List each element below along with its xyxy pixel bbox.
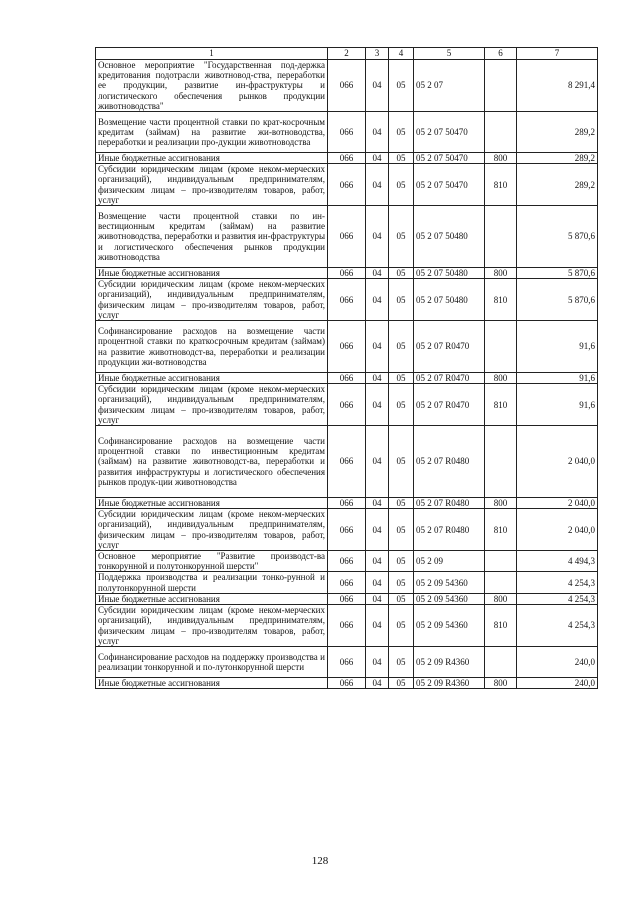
section-code-cell: 04	[366, 112, 389, 153]
section-code-cell: 04	[366, 593, 389, 604]
subsection-code-cell: 05	[389, 268, 414, 279]
ministry-code-cell: 066	[328, 164, 366, 206]
expense-type-cell	[485, 572, 517, 593]
ministry-code-cell: 066	[328, 593, 366, 604]
header-cell: 7	[517, 48, 598, 60]
expense-name-cell: Возмещение части процентной ставки по крат-косрочным кредитам (займам) на развитие жи-вотноводства, переработки и реализации про-дукции животноводства	[96, 112, 328, 153]
amount-cell: 5 870,6	[517, 279, 598, 321]
table-row	[96, 279, 598, 321]
section-code-cell: 04	[366, 509, 389, 551]
subsection-code-cell: 05	[389, 551, 414, 572]
expense-type-cell: 810	[485, 279, 517, 321]
expense-type-cell: 800	[485, 373, 517, 384]
subsection-code-cell: 05	[389, 426, 414, 498]
target-article-cell: 05 2 07 50470	[414, 112, 485, 153]
target-article-cell: 05 2 07 R0480	[414, 426, 485, 498]
expense-name-cell: Иные бюджетные ассигнования	[96, 498, 328, 509]
ministry-code-cell: 066	[328, 605, 366, 647]
table-row	[96, 384, 598, 426]
expense-type-cell: 800	[485, 677, 517, 688]
amount-cell: 4 254,3	[517, 593, 598, 604]
table-row	[96, 605, 598, 647]
expense-type-cell	[485, 112, 517, 153]
amount-cell: 91,6	[517, 373, 598, 384]
expense-name-cell: Субсидии юридическим лицам (кроме неком-мерческих организаций), индивидуальным предпринимателям, физическим лицам – про-изводителям товаров, работ, услуг	[96, 605, 328, 647]
section-code-cell: 04	[366, 153, 389, 164]
table-row	[96, 112, 598, 153]
ministry-code-cell: 066	[328, 321, 366, 373]
expense-type-cell: 800	[485, 153, 517, 164]
expense-name-cell: Иные бюджетные ассигнования	[96, 153, 328, 164]
header-cell: 5	[414, 48, 485, 60]
expense-type-cell	[485, 551, 517, 572]
amount-cell: 4 494,3	[517, 551, 598, 572]
target-article-cell: 05 2 07 R0480	[414, 509, 485, 551]
amount-cell: 289,2	[517, 164, 598, 206]
expense-type-cell	[485, 426, 517, 498]
target-article-cell: 05 2 09 54360	[414, 593, 485, 604]
subsection-code-cell: 05	[389, 206, 414, 268]
header-cell: 3	[366, 48, 389, 60]
expense-name-cell: Возмещение части процентной ставки по ин-вестиционным кредитам (займам) на развитие животноводства, переработки и развития ин-фраструктуры и логистического обеспечения рынков продукции животноводства	[96, 206, 328, 268]
expense-name-cell: Софинансирование расходов на возмещение части процентной ставки по краткосрочным кредитам (займам) на развитие животноводст-ва, переработки и реализации продукции жи-вотноводства	[96, 321, 328, 373]
subsection-code-cell: 05	[389, 605, 414, 647]
table-row	[96, 593, 598, 604]
table-row	[96, 572, 598, 593]
subsection-code-cell: 05	[389, 593, 414, 604]
target-article-cell: 05 2 07 R0470	[414, 373, 485, 384]
target-article-cell: 05 2 09 R4360	[414, 646, 485, 677]
target-article-cell: 05 2 07 50470	[414, 153, 485, 164]
expense-type-cell: 800	[485, 268, 517, 279]
section-code-cell: 04	[366, 279, 389, 321]
ministry-code-cell: 066	[328, 509, 366, 551]
subsection-code-cell: 05	[389, 112, 414, 153]
amount-cell: 2 040,0	[517, 509, 598, 551]
subsection-code-cell: 05	[389, 509, 414, 551]
expense-type-cell	[485, 60, 517, 112]
expense-name-cell: Поддержка производства и реализации тонко-рунной и полутонкорунной шерсти	[96, 572, 328, 593]
section-code-cell: 04	[366, 677, 389, 688]
ministry-code-cell: 066	[328, 112, 366, 153]
budget-table	[95, 47, 598, 689]
target-article-cell: 05 2 07 50480	[414, 279, 485, 321]
section-code-cell: 04	[366, 551, 389, 572]
amount-cell: 289,2	[517, 112, 598, 153]
ministry-code-cell: 066	[328, 646, 366, 677]
subsection-code-cell: 05	[389, 498, 414, 509]
ministry-code-cell: 066	[328, 572, 366, 593]
amount-cell: 2 040,0	[517, 426, 598, 498]
section-code-cell: 04	[366, 605, 389, 647]
target-article-cell: 05 2 09 54360	[414, 605, 485, 647]
subsection-code-cell: 05	[389, 164, 414, 206]
ministry-code-cell: 066	[328, 384, 366, 426]
section-code-cell: 04	[366, 646, 389, 677]
expense-name-cell: Субсидии юридическим лицам (кроме неком-мерческих организаций), индивидуальным предпринимателям, физическим лицам – про-изводителям товаров, работ, услуг	[96, 509, 328, 551]
table-row	[96, 164, 598, 206]
ministry-code-cell: 066	[328, 677, 366, 688]
ministry-code-cell: 066	[328, 279, 366, 321]
section-code-cell: 04	[366, 164, 389, 206]
page-number: 128	[311, 855, 329, 867]
amount-cell: 289,2	[517, 153, 598, 164]
expense-name-cell: Иные бюджетные ассигнования	[96, 373, 328, 384]
amount-cell: 240,0	[517, 677, 598, 688]
subsection-code-cell: 05	[389, 373, 414, 384]
section-code-cell: 04	[366, 384, 389, 426]
target-article-cell: 05 2 09 54360	[414, 572, 485, 593]
header-row	[96, 48, 598, 60]
expense-type-cell: 800	[485, 498, 517, 509]
target-article-cell: 05 2 07 R0480	[414, 498, 485, 509]
amount-cell: 5 870,6	[517, 268, 598, 279]
ministry-code-cell: 066	[328, 60, 366, 112]
header-cell: 6	[485, 48, 517, 60]
target-article-cell: 05 2 07 50480	[414, 268, 485, 279]
expense-name-cell: Основное мероприятие "Государственная под-держка кредитования подотрасли животновод-ства, переработки ее продукции, развитие ин-фраструктуры и логистического обеспечения рынков продукции животноводства"	[96, 60, 328, 112]
table-row	[96, 153, 598, 164]
ministry-code-cell: 066	[328, 268, 366, 279]
amount-cell: 4 254,3	[517, 605, 598, 647]
amount-cell: 4 254,3	[517, 572, 598, 593]
target-article-cell: 05 2 07 50470	[414, 164, 485, 206]
table-row	[96, 268, 598, 279]
subsection-code-cell: 05	[389, 572, 414, 593]
subsection-code-cell: 05	[389, 677, 414, 688]
expense-name-cell: Иные бюджетные ассигнования	[96, 593, 328, 604]
target-article-cell: 05 2 07 R0470	[414, 321, 485, 373]
amount-cell: 91,6	[517, 321, 598, 373]
section-code-cell: 04	[366, 321, 389, 373]
amount-cell: 2 040,0	[517, 498, 598, 509]
table-row	[96, 206, 598, 268]
subsection-code-cell: 05	[389, 321, 414, 373]
table-row	[96, 60, 598, 112]
expense-type-cell: 810	[485, 164, 517, 206]
expense-type-cell	[485, 206, 517, 268]
target-article-cell: 05 2 09	[414, 551, 485, 572]
expense-name-cell: Иные бюджетные ассигнования	[96, 268, 328, 279]
ministry-code-cell: 066	[328, 551, 366, 572]
header-cell: 2	[328, 48, 366, 60]
amount-cell: 91,6	[517, 384, 598, 426]
table-row	[96, 426, 598, 498]
target-article-cell: 05 2 07 50480	[414, 206, 485, 268]
section-code-cell: 04	[366, 268, 389, 279]
ministry-code-cell: 066	[328, 206, 366, 268]
ministry-code-cell: 066	[328, 426, 366, 498]
expense-type-cell: 810	[485, 384, 517, 426]
ministry-code-cell: 066	[328, 373, 366, 384]
expense-name-cell: Иные бюджетные ассигнования	[96, 677, 328, 688]
section-code-cell: 04	[366, 572, 389, 593]
amount-cell: 5 870,6	[517, 206, 598, 268]
subsection-code-cell: 05	[389, 153, 414, 164]
expense-name-cell: Субсидии юридическим лицам (кроме неком-мерческих организаций), индивидуальным предпринимателям, физическим лицам – про-изводителям товаров, работ, услуг	[96, 384, 328, 426]
header-cell: 1	[96, 48, 328, 60]
section-code-cell: 04	[366, 426, 389, 498]
target-article-cell: 05 2 07 R0470	[414, 384, 485, 426]
expense-type-cell: 810	[485, 509, 517, 551]
table-row	[96, 646, 598, 677]
expense-type-cell: 800	[485, 593, 517, 604]
ministry-code-cell: 066	[328, 498, 366, 509]
expense-type-cell	[485, 646, 517, 677]
table-row	[96, 677, 598, 688]
subsection-code-cell: 05	[389, 384, 414, 426]
section-code-cell: 04	[366, 373, 389, 384]
expense-type-cell: 810	[485, 605, 517, 647]
expense-name-cell: Софинансирование расходов на возмещение части процентной ставки по инвестиционным кредитам (займам) на развитие животноводст-ва, переработки и развития инфраструктуры и логистического обеспечения рынков продук-ции животноводства	[96, 426, 328, 498]
target-article-cell: 05 2 07	[414, 60, 485, 112]
subsection-code-cell: 05	[389, 279, 414, 321]
table-row	[96, 498, 598, 509]
expense-name-cell: Основное мероприятие "Развитие производст-ва тонкорунной и полутонкорунной шерсти"	[96, 551, 328, 572]
expense-name-cell: Софинансирование расходов на поддержку производства и реализации тонкорунной и по-лутонкорунной шерсти	[96, 646, 328, 677]
table-row	[96, 509, 598, 551]
target-article-cell: 05 2 09 R4360	[414, 677, 485, 688]
subsection-code-cell: 05	[389, 646, 414, 677]
amount-cell: 8 291,4	[517, 60, 598, 112]
section-code-cell: 04	[366, 206, 389, 268]
header-cell: 4	[389, 48, 414, 60]
amount-cell: 240,0	[517, 646, 598, 677]
section-code-cell: 04	[366, 60, 389, 112]
expense-name-cell: Субсидии юридическим лицам (кроме неком-мерческих организаций), индивидуальным предпринимателям, физическим лицам – про-изводителям товаров, работ, услуг	[96, 279, 328, 321]
table-row	[96, 551, 598, 572]
expense-name-cell: Субсидии юридическим лицам (кроме неком-мерческих организаций), индивидуальным предпринимателям, физическим лицам – про-изводителям товаров, работ, услуг	[96, 164, 328, 206]
table-row	[96, 321, 598, 373]
table-row	[96, 373, 598, 384]
subsection-code-cell: 05	[389, 60, 414, 112]
ministry-code-cell: 066	[328, 153, 366, 164]
section-code-cell: 04	[366, 498, 389, 509]
expense-type-cell	[485, 321, 517, 373]
